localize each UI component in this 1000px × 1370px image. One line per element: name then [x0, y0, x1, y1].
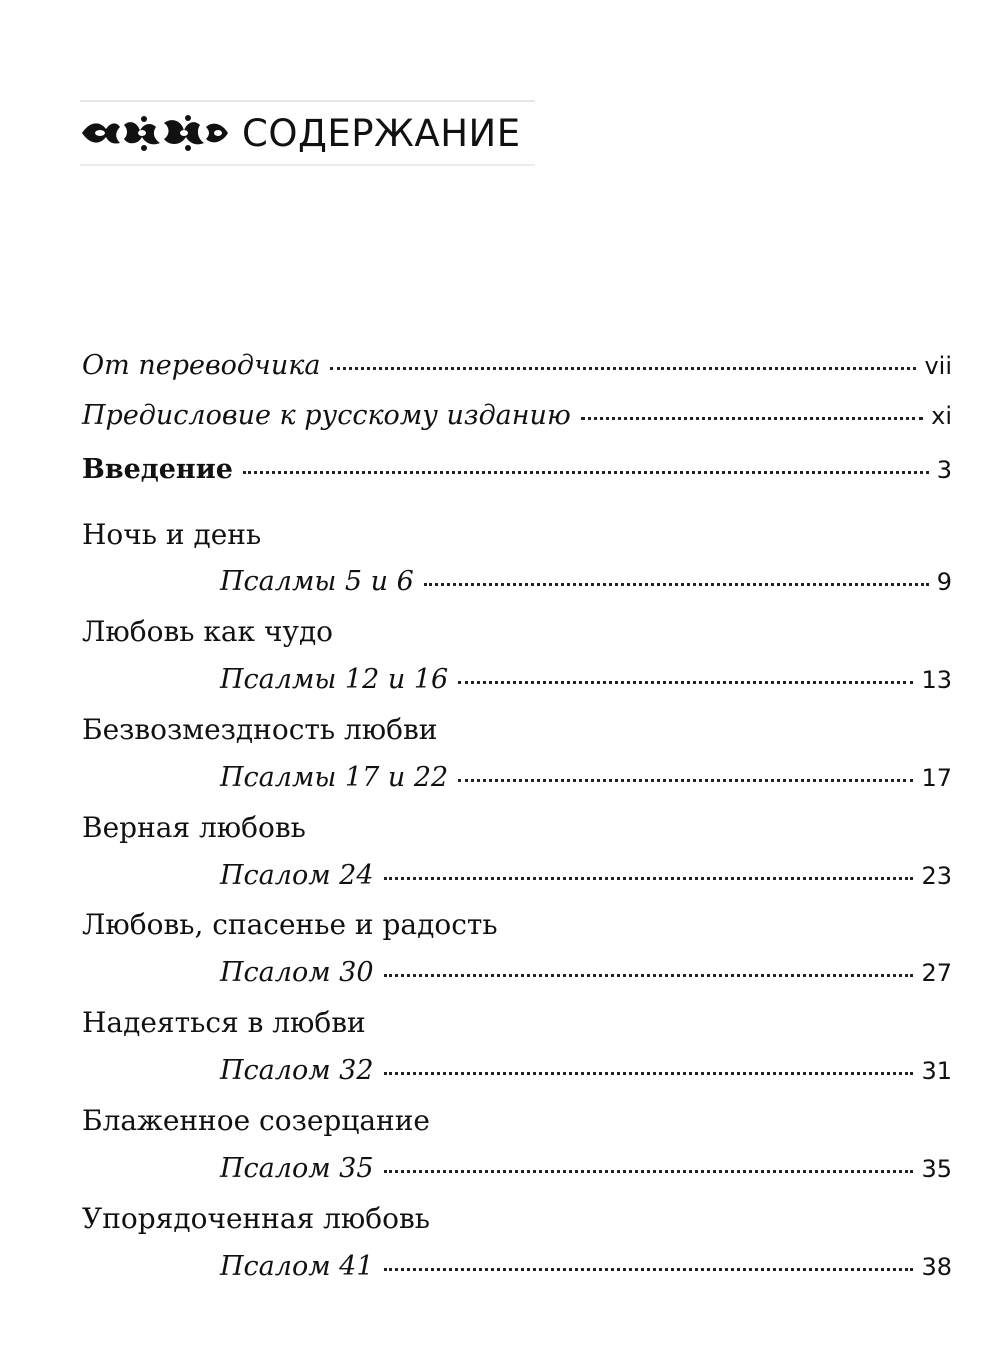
toc-page-number: 3 [936, 456, 952, 484]
toc-page-number: 23 [921, 862, 952, 890]
toc-entry-label: Псалмы 12 и 16 [220, 664, 449, 695]
toc-entry-label: Псалом 24 [220, 860, 374, 891]
toc-entry-psalm[interactable] [220, 762, 952, 794]
toc-page-number: 35 [921, 1155, 952, 1183]
toc-entry-label: Псалом 35 [220, 1153, 374, 1184]
dot-leader [384, 1072, 914, 1075]
toc-entry-psalm[interactable] [220, 1055, 952, 1087]
toc-entry-preface[interactable] [82, 400, 952, 432]
chapter-title: Ночь и день [82, 518, 262, 551]
chapter-title: Упорядоченная любовь [82, 1202, 430, 1235]
toc-page-number: xi [931, 402, 952, 430]
dot-leader [424, 583, 929, 586]
toc-entry-label: Предисловие к русскому изданию [82, 400, 571, 431]
chapter-title: Безвозмездность любви [82, 713, 438, 746]
toc-entry-label: От переводчика [82, 350, 321, 381]
toc-entry-label: Псалом 32 [220, 1055, 374, 1086]
page-title: СОДЕРЖАНИЕ [242, 111, 521, 155]
chapter-title: Любовь, спасенье и радость [82, 908, 498, 941]
toc-entry-psalm[interactable] [220, 957, 952, 989]
toc-entry-psalm[interactable] [220, 860, 952, 892]
contents-header [80, 100, 535, 166]
toc-page-number: vii [924, 352, 952, 380]
toc-page-number: 31 [921, 1057, 952, 1085]
dot-leader [384, 877, 914, 880]
toc-entry-psalm[interactable] [220, 664, 952, 696]
toc-page-number: 9 [936, 568, 952, 596]
toc-entry-translator[interactable] [82, 350, 952, 382]
dot-leader [458, 681, 913, 684]
toc-entry-label: Псалом 30 [220, 957, 374, 988]
toc-entry-label: Псалом 41 [220, 1251, 374, 1282]
toc-entry-psalm[interactable] [220, 1153, 952, 1185]
toc-entry-psalm[interactable] [220, 566, 952, 598]
toc-entry-introduction[interactable] [82, 454, 952, 486]
floral-ornament-icon [80, 113, 230, 153]
dot-leader [384, 1170, 914, 1173]
toc-entry-label: Псалмы 17 и 22 [220, 762, 449, 793]
toc-page-number: 13 [921, 666, 952, 694]
chapter-title: Надеяться в любви [82, 1006, 366, 1039]
chapter-title: Любовь как чудо [82, 615, 334, 648]
dot-leader [384, 1268, 914, 1271]
dot-leader [243, 471, 929, 474]
chapter-title: Блаженное созерцание [82, 1104, 430, 1137]
toc-page-number: 27 [921, 959, 952, 987]
toc-page-number: 17 [921, 764, 952, 792]
chapter-title: Верная любовь [82, 811, 306, 844]
dot-leader [581, 417, 923, 420]
toc-entry-psalm[interactable] [220, 1251, 952, 1283]
toc-page-number: 38 [921, 1253, 952, 1281]
dot-leader [330, 367, 916, 370]
dot-leader [458, 779, 913, 782]
dot-leader [384, 974, 914, 977]
toc-entry-label: Псалмы 5 и 6 [220, 566, 414, 597]
toc-entry-label: Введение [82, 454, 233, 485]
